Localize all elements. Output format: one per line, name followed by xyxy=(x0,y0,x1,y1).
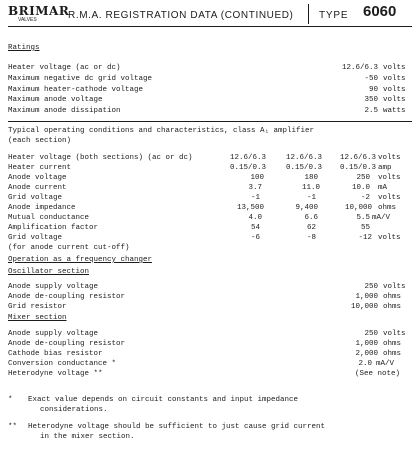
typical-unit: mA xyxy=(378,184,388,192)
rating-unit: volts xyxy=(383,96,406,104)
rating-unit: volts xyxy=(383,86,406,94)
rating-unit: volts xyxy=(383,64,406,72)
footnote-text: Exact value depends on circuit constants and input impedance xyxy=(28,396,299,404)
typical-unit: volts xyxy=(378,234,401,242)
oscillator-value: 1,000 xyxy=(355,293,378,301)
section-divider xyxy=(8,121,412,122)
typical-col1-value: 13,500 xyxy=(236,204,264,212)
oscillator-value: 250 xyxy=(364,283,378,291)
page-header xyxy=(8,4,412,26)
rating-label: Maximum anode voltage xyxy=(8,96,103,104)
typical-note: (for anode current cut-off) xyxy=(8,244,130,252)
mixer-label: Anode supply voltage xyxy=(8,330,99,338)
mixer-value: 2,000 xyxy=(355,350,378,358)
rating-value: 12.6/6.3 xyxy=(341,64,378,72)
oscillator-heading: Oscillator section xyxy=(8,268,90,276)
typical-col2-value: 12.6/6.3 xyxy=(285,154,322,162)
typical-heading: Typical operating conditions and characteristics, class A₁ amplifier xyxy=(8,127,315,135)
typical-col3-value: 5.5 xyxy=(356,214,370,222)
oscillator-label: Anode de-coupling resistor xyxy=(8,293,126,301)
typical-label: Amplification factor xyxy=(8,224,99,232)
typical-col1-value: -6 xyxy=(250,234,260,242)
ratings-heading: Ratings xyxy=(8,44,40,52)
changer-heading: Operation as a frequency changer xyxy=(8,256,153,264)
mixer-value: (See note) xyxy=(354,370,400,378)
typical-unit: volts xyxy=(378,174,401,182)
mixer-label: Heterodyne voltage ** xyxy=(8,370,103,378)
footnote-text: Heterodyne voltage should be sufficient to just cause grid current xyxy=(28,423,326,431)
oscillator-label: Anode supply voltage xyxy=(8,283,99,291)
document-title: R.M.A. REGISTRATION DATA (CONTINUED) xyxy=(68,10,294,21)
typical-col3-value: 55 xyxy=(360,224,370,232)
mixer-heading: Mixer section xyxy=(8,314,67,322)
typical-col2-value: 62 xyxy=(306,224,316,232)
typical-col2-value: -8 xyxy=(306,234,316,242)
typical-label: Heater current xyxy=(8,164,72,172)
typical-label: Anode impedance xyxy=(8,204,76,212)
oscillator-unit: volts xyxy=(383,283,406,291)
rating-value: 350 xyxy=(364,96,378,104)
mixer-unit: volts xyxy=(383,330,406,338)
typical-col2-value: 180 xyxy=(304,174,318,182)
typical-subheading: (each section) xyxy=(8,137,72,145)
rating-label: Maximum anode dissipation xyxy=(8,107,121,115)
mixer-value: 2.0 xyxy=(358,360,372,368)
rating-value: -50 xyxy=(364,75,378,83)
typical-unit: volts xyxy=(378,194,401,202)
type-box xyxy=(308,4,413,24)
typical-col1-value: 12.6/6.3 xyxy=(229,154,266,162)
typical-label: Anode current xyxy=(8,184,67,192)
typical-col1-value: 54 xyxy=(250,224,260,232)
typical-col1-value: -1 xyxy=(250,194,260,202)
oscillator-unit: ohms xyxy=(383,303,402,311)
rating-value: 2.5 xyxy=(364,107,378,115)
mixer-unit: ohms xyxy=(383,350,402,358)
typical-col1-value: 3.7 xyxy=(248,184,262,192)
typical-col3-value: 12.6/6.3 xyxy=(339,154,376,162)
typical-label: Heater voltage (both sections) (ac or dc) xyxy=(8,154,193,162)
mixer-unit: mA/V xyxy=(376,360,395,368)
header-rule xyxy=(8,26,412,27)
typical-unit: ohms xyxy=(378,204,397,212)
oscillator-unit: ohms xyxy=(383,293,402,301)
typical-col2-value: -1 xyxy=(306,194,316,202)
brand-sub: VALVES xyxy=(18,17,37,23)
footnote-mark: ** xyxy=(8,423,18,431)
rating-unit: watts xyxy=(383,107,406,115)
footnote-mark: * xyxy=(8,396,13,404)
rating-unit: volts xyxy=(383,75,406,83)
footnote-text: in the mixer section. xyxy=(40,433,135,441)
rating-label: Heater voltage (ac or dc) xyxy=(8,64,121,72)
typical-col1-value: 100 xyxy=(250,174,264,182)
footnote-text: considerations. xyxy=(40,406,108,414)
oscillator-label: Grid resistor xyxy=(8,303,67,311)
typical-col3-value: -2 xyxy=(360,194,370,202)
mixer-value: 1,000 xyxy=(355,340,378,348)
type-number: 6060 xyxy=(363,3,397,20)
type-label: TYPE xyxy=(319,10,349,21)
typical-unit: volts xyxy=(378,154,401,162)
brand-logo: BRIMAR xyxy=(8,4,70,18)
typical-col1-value: 4.0 xyxy=(248,214,262,222)
typical-col3-value: 0.15/0.3 xyxy=(339,164,376,172)
typical-col2-value: 6.6 xyxy=(304,214,318,222)
typical-label: Grid voltage xyxy=(8,234,63,242)
typical-col3-value: -12 xyxy=(358,234,372,242)
typical-col2-value: 9,400 xyxy=(295,204,318,212)
typical-label: Anode voltage xyxy=(8,174,67,182)
mixer-value: 250 xyxy=(364,330,378,338)
rating-label: Maximum heater-cathode voltage xyxy=(8,86,144,94)
mixer-unit: ohms xyxy=(383,340,402,348)
oscillator-value: 10,000 xyxy=(350,303,378,311)
rating-label: Maximum negative dc grid voltage xyxy=(8,75,153,83)
mixer-label: Anode de-coupling resistor xyxy=(8,340,126,348)
typical-col2-value: 0.15/0.3 xyxy=(285,164,322,172)
typical-unit: mA/V xyxy=(372,214,391,222)
typical-col3-value: 250 xyxy=(356,174,370,182)
mixer-label: Conversion conductance * xyxy=(8,360,117,368)
typical-col3-value: 10,000 xyxy=(344,204,372,212)
typical-col1-value: 0.15/0.3 xyxy=(229,164,266,172)
typical-label: Mutual conductance xyxy=(8,214,90,222)
typical-unit: amp xyxy=(378,164,392,172)
typical-col2-value: 11.0 xyxy=(301,184,320,192)
typical-col3-value: 10.0 xyxy=(351,184,370,192)
rating-value: 90 xyxy=(368,86,378,94)
mixer-label: Cathode bias resistor xyxy=(8,350,103,358)
typical-label: Grid voltage xyxy=(8,194,63,202)
